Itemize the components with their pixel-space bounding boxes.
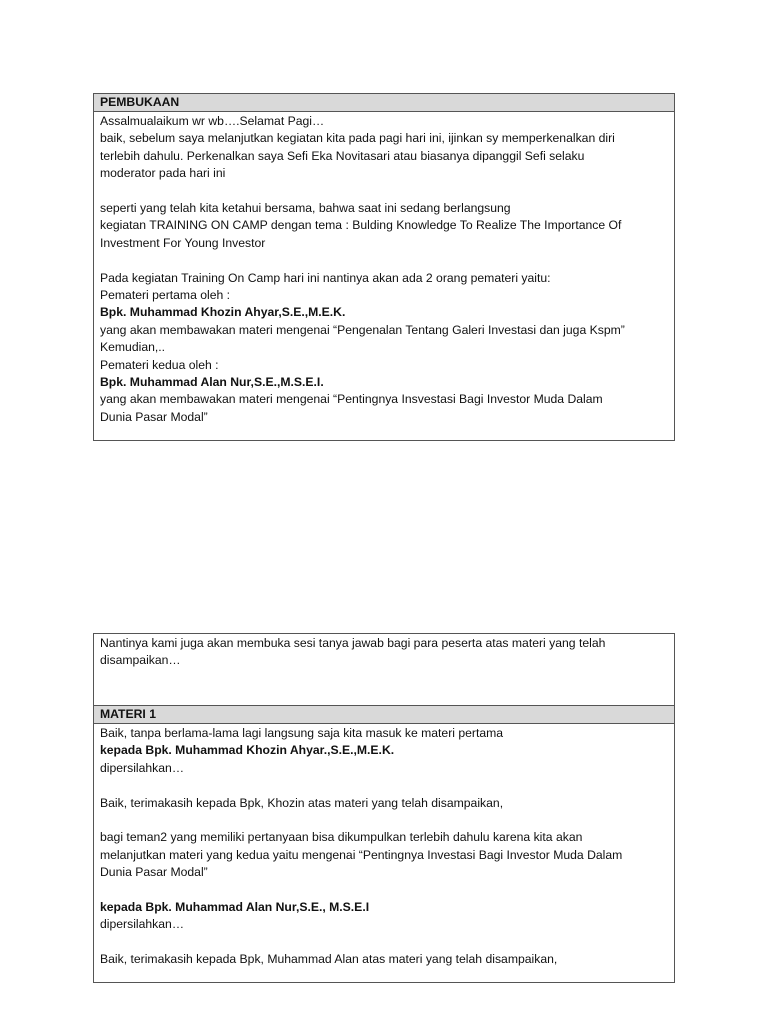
materi1-speaker-2: kepada Bpk. Muhammad Alan Nur,S.E., M.S.E.I [100, 900, 370, 915]
materi1-line: dipersilahkan… [100, 760, 185, 775]
materi1-line: Dunia Pasar Modal” [100, 865, 208, 880]
opening-body [94, 112, 674, 426]
opening-line: Pemateri kedua oleh : [100, 357, 219, 372]
materi1-body [94, 724, 674, 969]
materi-table [93, 633, 675, 983]
opening-table [93, 93, 675, 441]
opening-line: Kemudian,.. [100, 340, 166, 355]
materi1-line: dipersilahkan… [100, 917, 185, 932]
blank-line [100, 934, 668, 951]
opening-line: Pada kegiatan Training On Camp hari ini nantinya akan ada 2 orang pemateri yaitu: [100, 270, 551, 285]
materi1-line: bagi teman2 yang memiliki pertanyaan bisa dikumpulkan terlebih dahulu karena kita akan [100, 830, 583, 845]
materi1-line: melanjutkan materi yang kedua yaitu mengenai “Pentingnya Investasi Bagi Investor Muda Dalam [100, 847, 623, 862]
opening-line: terlebih dahulu. Perkenalkan saya Sefi Eka Novitasari atau biasanya dipanggil Sefi selaku [100, 148, 585, 163]
continuation-line: disampaikan… [100, 653, 181, 668]
blank-line [100, 882, 668, 899]
opening-header: PEMBUKAAN [94, 94, 674, 112]
continuation-cell [94, 634, 674, 705]
opening-line: Investment For Young Investor [100, 235, 266, 250]
opening-line: baik, sebelum saya melanjutkan kegiatan kita pada pagi hari ini, ijinkan sy memperkenalkan diri [100, 131, 615, 146]
opening-line: moderator pada hari ini [100, 166, 226, 181]
opening-line: yang akan membawakan materi mengenai “Pengenalan Tentang Galeri Investasi dan juga Kspm” [100, 322, 625, 337]
materi1-line: Baik, terimakasih kepada Bpk, Muhammad Alan atas materi yang telah disampaikan, [100, 952, 558, 967]
opening-line: Dunia Pasar Modal” [100, 409, 208, 424]
blank-line [100, 777, 668, 794]
opening-line: seperti yang telah kita ketahui bersama, bahwa saat ini sedang berlangsung [100, 201, 511, 216]
opening-line: yang akan membawakan materi mengenai “Pentingnya Insvestasi Bagi Investor Muda Dalam [100, 392, 603, 407]
opening-line: Assalmualaikum wr wb….Selamat Pagi… [100, 114, 325, 128]
blank-line [100, 252, 668, 269]
blank-line [100, 812, 668, 829]
continuation-line: Nantinya kami juga akan membuka sesi tanya jawab bagi para peserta atas materi yang telah [100, 636, 606, 650]
blank-line [100, 183, 668, 200]
materi1-header: MATERI 1 [94, 705, 674, 724]
opening-line: Pemateri pertama oleh : [100, 288, 231, 303]
speaker-2-name: Bpk. Muhammad Alan Nur,S.E.,M.S.E.I. [100, 375, 324, 390]
materi1-line: Baik, tanpa berlama-lama lagi langsung saja kita masuk ke materi pertama [100, 726, 504, 740]
materi1-speaker-1: kepada Bpk. Muhammad Khozin Ahyar.,S.E.,M.E.K. [100, 743, 395, 758]
opening-line: kegiatan TRAINING ON CAMP dengan tema : Bulding Knowledge To Realize The Importance Of [100, 218, 622, 233]
materi1-line: Baik, terimakasih kepada Bpk, Khozin atas materi yang telah disampaikan, [100, 795, 504, 810]
speaker-1-name: Bpk. Muhammad Khozin Ahyar,S.E.,M.E.K. [100, 305, 346, 320]
